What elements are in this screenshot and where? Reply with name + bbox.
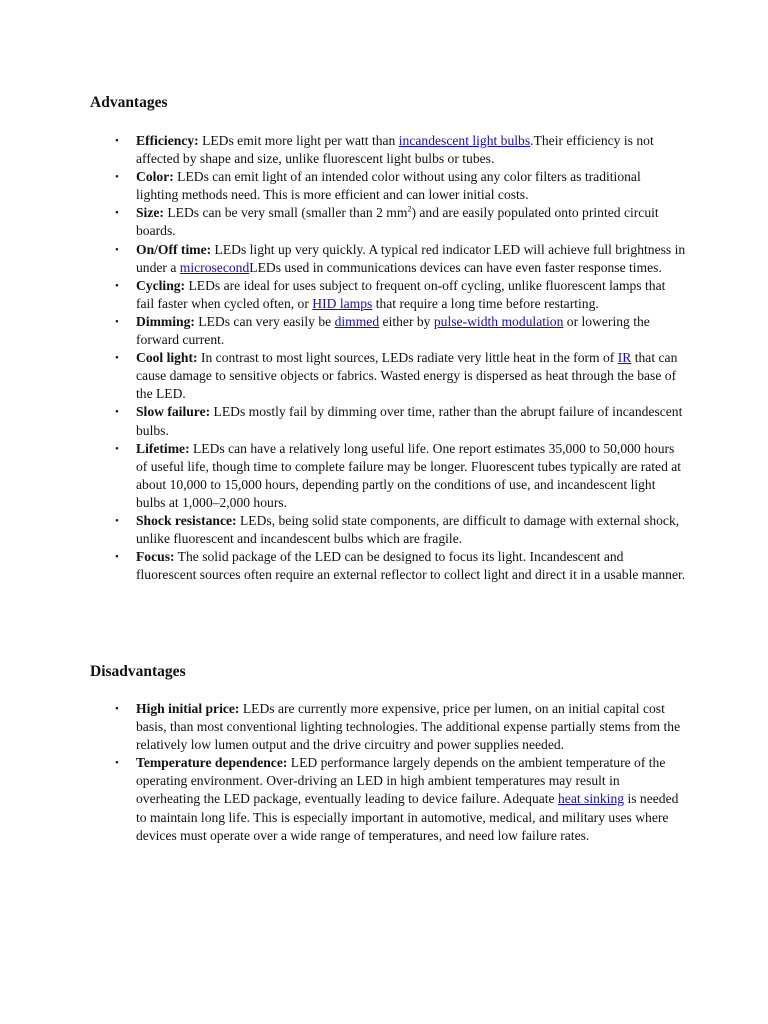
item-text: LEDs can very easily be [194,313,335,329]
bullet: • [115,352,119,365]
link-incandescent-light-bulbs[interactable]: incandescent light bulbs [398,133,531,148]
item-text: LEDs can be very small (smaller than 2 mm [163,205,408,221]
term-label: High initial price: [136,701,240,716]
item-text: LEDs can have a relatively long useful life. One report estimates 35,000 to 50,000 hours of useful life, though time to complete failure may be longer. Fluorescent tubes typically are rated at about 10,000 to 15,000 hours, depending partly on the conditions of use, and incandescent light bulbs at 1,000–2,000 hours. [136,440,682,510]
list-item-lifetime [115,440,686,512]
item-text: LEDs are currently more expensive, price per lumen, on an initial capital cost basis, than most conventional lighting technologies. The additional expense partially stems from the relatively low lumen output and the drive circuitry and power supplies needed. [136,701,681,753]
list-item-efficiency [115,132,686,168]
list-item-slow-failure [115,403,686,439]
advantages-list [115,132,686,584]
item-text: LEDs light up very quickly. A typical red indicator LED will achieve full brightness in under a [136,241,686,275]
item-text: LEDs can emit light of an intended color without using any color filters as traditional lighting methods need. This is more efficient and can lower initial costs. [136,169,641,203]
item-text: LEDs mostly fail by dimming over time, rather than the abrupt failure of incandescent bulbs. [136,404,683,438]
term-label: Shock resistance: [136,512,237,528]
superscript: 2 [407,204,412,214]
list-item-color [115,168,686,204]
bullet: • [115,171,119,184]
disadvantages-heading: Disadvantages [90,663,186,680]
link-microsecond[interactable]: microsecond [179,259,250,275]
term-label: Slow failure: [136,404,211,420]
bullet: • [115,514,119,527]
item-text: .Their efficiency is not affected by shape and size, unlike fluorescent light bulbs or tubes. [136,133,654,167]
item-text: or lowering the forward current. [136,313,650,348]
term-label: Cool light: [136,350,198,366]
advantages-heading: Advantages [90,94,168,111]
term-label: Dimming: [136,313,195,329]
bullet: • [115,207,119,220]
link-dimmed[interactable]: dimmed [334,313,380,329]
term-label: Color: [136,169,174,185]
bullet: • [115,703,119,715]
term-label: Focus: [136,549,175,565]
item-text: either by [379,313,434,329]
term-label: Efficiency: [136,133,199,148]
list-item-cool-light [115,349,686,403]
list-item-size [115,204,686,240]
bullet: • [115,279,119,292]
disadvantages-list [115,700,686,845]
bullet: • [115,315,119,328]
link-heat-sinking[interactable]: heat sinking [557,791,625,807]
bullet: • [115,243,119,256]
term-label: Temperature dependence: [136,755,288,771]
item-text: that can cause damage to sensitive objects or fabrics. Wasted energy is dispersed as heat through the base of the LED. [136,350,678,402]
term-label: Lifetime: [136,440,190,456]
bullet: • [115,135,119,147]
bullet: • [115,551,119,564]
item-text: LED performance largely depends on the ambient temperature of the operating environment. Over-driving an LED in high ambient temperatures may result in overheating the LED package, eventually leading to device failure. Adequate [136,755,666,807]
item-text: The solid package of the LED can be designed to focus its light. Incandescent and fluorescent sources often require an external reflector to collect light and direct it in a usable manner. [136,549,686,583]
list-item-temperature-dependence [115,754,686,844]
link-ir[interactable]: IR [617,350,632,366]
term-label: Size: [136,205,164,221]
item-text: LEDs emit more light per watt than [198,133,399,148]
bullet: • [115,406,119,419]
item-text: LEDs used in communications devices can have even faster response times. [249,259,662,275]
bullet: • [115,757,119,770]
item-text: LEDs are ideal for uses subject to frequent on-off cycling, unlike fluorescent lamps that fail faster when cycled often, or [136,277,666,311]
term-label: Cycling: [136,277,186,293]
list-item-cycling [115,277,686,313]
list-item-focus [115,548,686,584]
item-text: In contrast to most light sources, LEDs radiate very little heat in the form of [197,350,618,366]
term-label: On/Off time: [136,241,212,257]
item-text: is needed to maintain long life. This is especially important in automotive, medical, and military uses where devices must operate over a wide range of temperatures, and need low failure rates. [136,791,679,843]
list-item-high-initial-price [115,700,686,754]
list-item-shock-resistance [115,512,686,548]
item-text: that require a long time before restarting. [372,295,599,311]
link-hid-lamps[interactable]: HID lamps [312,295,373,311]
item-text: LEDs, being solid state components, are difficult to damage with external shock, unlike fluorescent and incandescent bulbs which are fragile. [136,512,680,547]
bullet: • [115,442,119,455]
item-text: ) and are easily populated onto printed circuit boards. [136,205,659,239]
list-item-dimming [115,313,686,349]
link-pulse-width-modulation[interactable]: pulse-width modulation [433,313,564,329]
list-item-on-off-time [115,241,686,277]
